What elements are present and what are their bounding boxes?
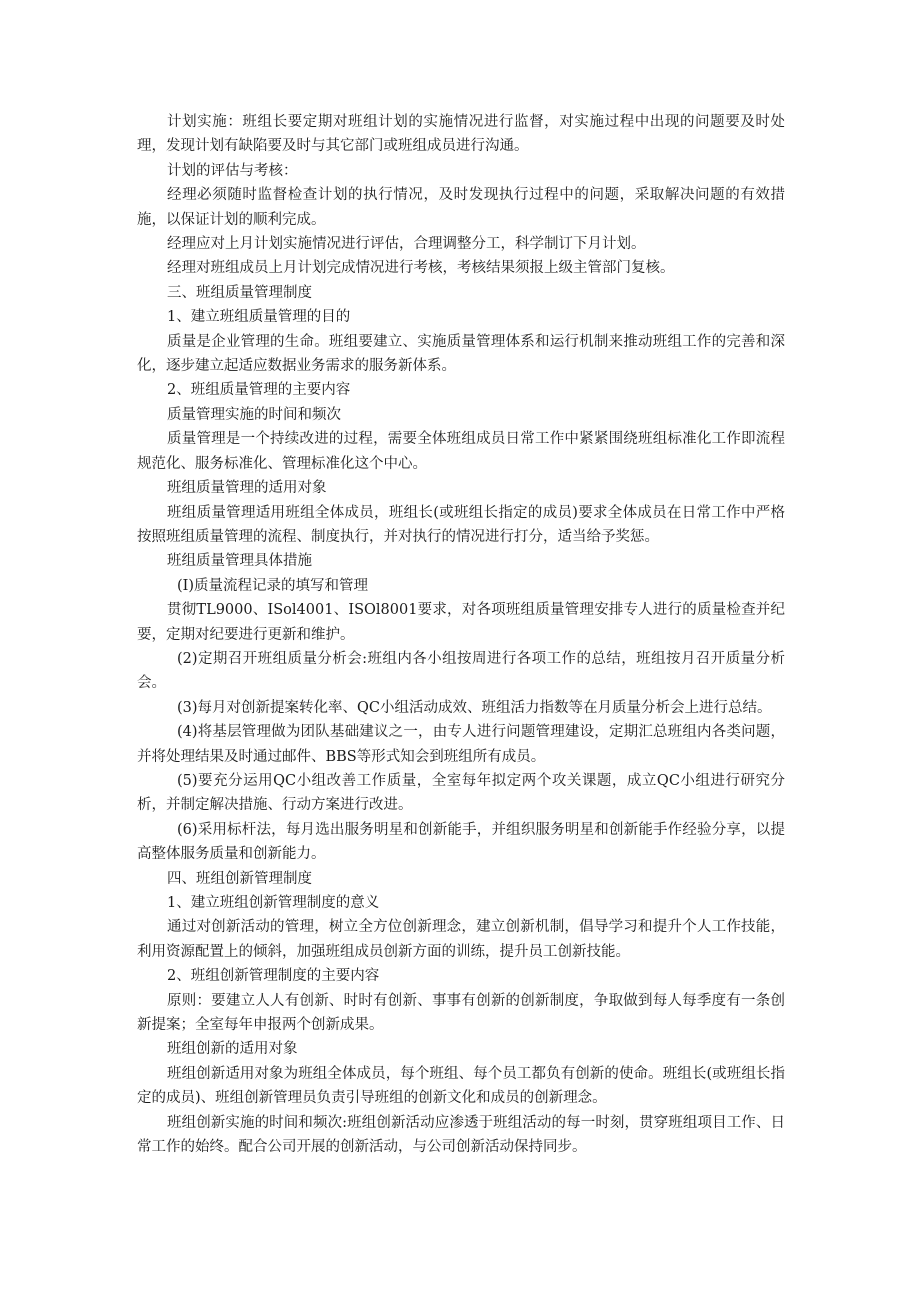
subheading-quality-measures: 班组质量管理具体措施 xyxy=(167,553,312,570)
subheading-innovation-significance: 1、建立班组创新管理制度的意义 xyxy=(167,895,380,911)
list-item-measure-5: (5)要充分运用QC小组改善工作质量，全室每年拟定两个攻关课题，成立QC小组进行研究分析，并制定解决措施、行动方案进行改进。 xyxy=(137,772,785,814)
paragraph-quality-timing: 质量管理是一个持续改进的过程，需要全体班组成员日常工作中紧紧围绕班组标准化工作即流程规范化、服务标准化、管理标准化这个中心。 xyxy=(137,431,785,472)
subheading-innovation-scope: 班组创新的适用对象 xyxy=(167,1041,298,1058)
paragraph-manager-supervision: 经理必须随时监督检查计划的执行情况，及时发现执行过程中的问题，采取解决问题的有效措施，以保证计划的顺利完成。 xyxy=(137,187,785,228)
subheading-quality-scope: 班组质量管理的适用对象 xyxy=(167,480,327,497)
paragraph-innovation-significance: 通过对创新活动的管理，树立全方位创新理念，建立创新机制，倡导学习和提升个人工作技能，利用资源配置上的倾斜，加强班组成员创新方面的训练，提升员工创新技能。 xyxy=(137,919,785,960)
list-item-measure-6: (6)采用标杆法，每月选出服务明星和创新能手，并组织服务明星和创新能手作经验分享，以提高整体服务质量和创新能力。 xyxy=(137,821,785,863)
list-item-measure-4: (4)将基层管理做为团队基础建议之一，由专人进行问题管理建设，定期汇总班组内各类问题，并将处理结果及时通过邮件、BBS等形式知会到班组所有成员。 xyxy=(137,724,785,765)
paragraph-quality-scope: 班组质量管理适用班组全体成员，班组长(或班组长指定的成员)要求全体成员在日常工作中严格按照班组质量管理的流程、制度执行，并对执行的情况进行打分，适当给予奖惩。 xyxy=(137,504,785,545)
section-heading-innovation-management: 四、班组创新管理制度 xyxy=(167,870,312,887)
subheading-quality-content: 2、班组质量管理的主要内容 xyxy=(167,382,351,399)
paragraph-quality-purpose: 质量是企业管理的生命。班组要建立、实施质量管理体系和运行机制来推动班组工作的完善和深化，逐步建立起适应数据业务需求的服务新体系。 xyxy=(137,333,785,375)
paragraph-plan-evaluation-heading: 计划的评估与考核： xyxy=(167,162,298,179)
section-heading-quality-management: 三、班组质量管理制度 xyxy=(167,284,312,301)
paragraph-innovation-scope: 班组创新适用对象为班组全体成员，每个班组、每个员工都负有创新的使命。班组长(或班组长指定的成员)、班组创新管理员负责引导班组的创新文化和成员的创新理念。 xyxy=(137,1065,785,1107)
paragraph-manager-assessment: 经理对班组成员上月计划完成情况进行考核，考核结果须报上级主管部门复核。 xyxy=(167,260,675,277)
paragraph-innovation-timing: 班组创新实施的时间和频次:班组创新活动应渗透于班组活动的每一时刻，贯穿班组项目工作、日常工作的始终。配合公司开展的创新活动，与公司创新活动保持同步。 xyxy=(137,1114,785,1156)
paragraph-innovation-principle: 原则：要建立人人有创新、时时有创新、事事有创新的创新制度，争取做到每人每季度有一条创新提案；全室每年申报两个创新成果。 xyxy=(137,992,785,1034)
list-item-measure-3: (3)每月对创新提案转化率、QC小组活动成效、班组活力指数等在月质量分析会上进行总结。 xyxy=(177,699,772,716)
subheading-quality-purpose: 1、建立班组质量管理的目的 xyxy=(167,309,351,326)
subheading-quality-timing: 质量管理实施的时间和频次 xyxy=(167,406,341,423)
paragraph-manager-evaluation: 经理应对上月计划实施情况进行评估，合理调整分工，科学制订下月计划。 xyxy=(167,236,646,253)
paragraph-plan-implementation: 计划实施：班组长要定期对班组计划的实施情况进行监督，对实施过程中出现的问题要及时处理，发现计划有缺陷要及时与其它部门或班组成员进行沟通。 xyxy=(137,114,785,155)
paragraph-measure-1-detail: 贯彻TL9000、ISol4001、ISOl8001要求，对各项班组质量管理安排专人进行的质量检查并纪要，定期对纪要进行更新和维护。 xyxy=(137,602,785,643)
document-body xyxy=(137,110,785,1159)
list-item-measure-1: (I)质量流程记录的填写和管理 xyxy=(177,577,369,594)
list-item-measure-2: (2)定期召开班组质量分析会:班组内各小组按周进行各项工作的总结，班组按月召开质量分析会。 xyxy=(137,650,785,692)
subheading-innovation-content: 2、班组创新管理制度的主要内容 xyxy=(167,968,380,985)
